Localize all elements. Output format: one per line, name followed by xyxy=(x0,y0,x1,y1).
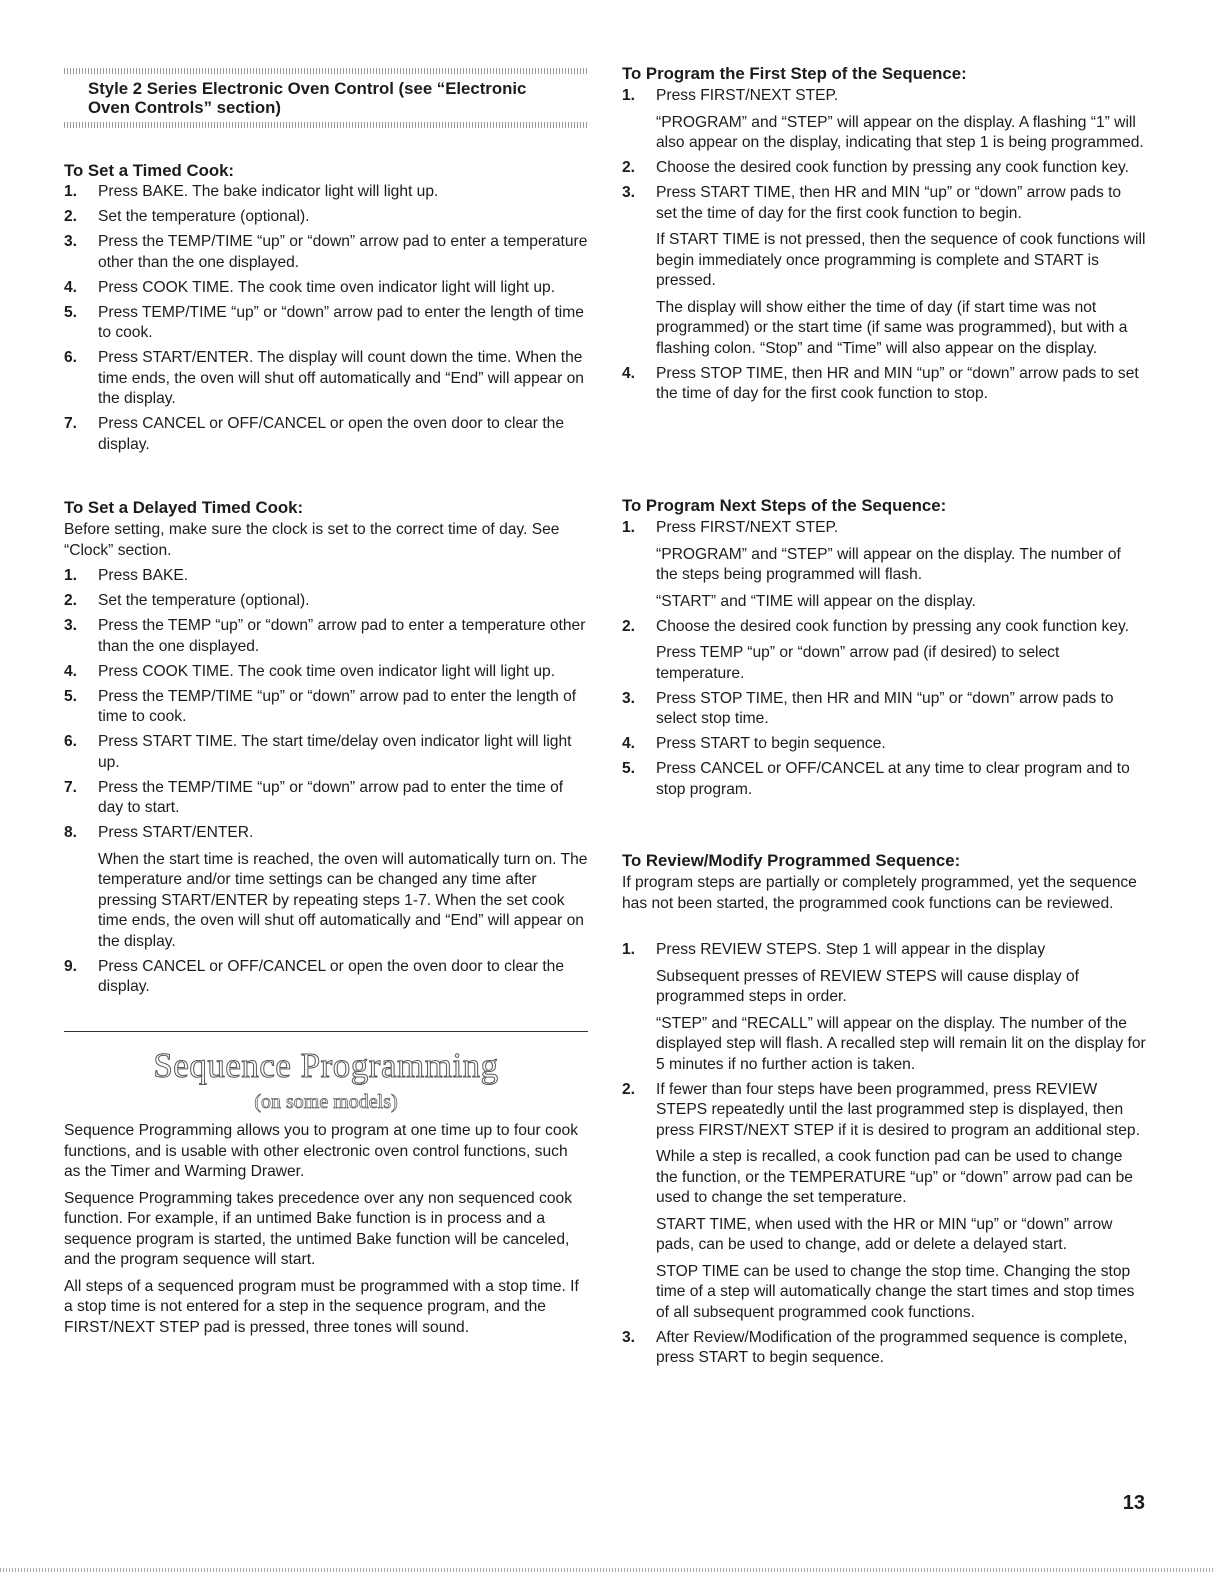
step-number: 2. xyxy=(64,592,78,609)
paragraph: Sequence Programming allows you to program at one time up to four cook functions, and is usable with other electronic oven control functions, such as the Timer and Warming Drawer. xyxy=(64,1122,578,1180)
paragraph: All steps of a sequenced program must be programmed with a stop time. If a stop time is not entered for a step in the sequence program, and the FIRST/NEXT STEP pad is pressed, three tones will sound. xyxy=(64,1277,579,1336)
step-note: If START TIME is not pressed, then the sequence of cook functions will begin immediately once programming is complete and START is pressed. xyxy=(656,231,1146,289)
step-number: 5. xyxy=(64,303,78,321)
step-note: While a step is recalled, a cook function pad can be used to change the function, or the TEMPERATURE “up” or “down” arrow pad can be used to change the set temperature. xyxy=(656,1148,1133,1206)
step-text: Set the temperature (optional). xyxy=(98,208,310,225)
timed-cook-steps xyxy=(64,182,588,460)
step-text: Press BAKE. The bake indicator light will light up. xyxy=(98,183,439,200)
step-number: 1. xyxy=(622,941,636,958)
first-step-heading: To Program the First Step of the Sequence: xyxy=(622,64,967,83)
list-item xyxy=(622,183,1146,359)
step-text: Press START/ENTER. The display will count down the time. When the time ends, the oven will shut off automatically and “End” will appear on the display. xyxy=(98,349,584,407)
step-text: Press the TEMP/TIME “up” or “down” arrow pad to enter the length of time to cook. xyxy=(98,687,577,725)
scan-edge-rule xyxy=(0,1568,1213,1572)
list-item xyxy=(64,823,588,952)
step-number: 7. xyxy=(64,778,78,796)
step-text: Press FIRST/NEXT STEP. xyxy=(656,87,839,104)
list-item xyxy=(64,414,588,455)
step-number: 6. xyxy=(64,733,78,750)
list-item xyxy=(622,1080,1146,1324)
list-item xyxy=(622,617,1146,685)
list-item xyxy=(64,232,588,273)
step-text: Press STOP TIME, then HR and MIN “up” or “down” arrow pads to set the time of day for the first cook function to stop. xyxy=(656,364,1139,402)
list-item xyxy=(64,182,588,203)
step-note: STOP TIME can be used to change the stop time. Changing the stop time of a step will automatically change the start times and stop times of all subsequent programmed cook functions. xyxy=(656,1262,1135,1321)
list-item xyxy=(622,734,1146,755)
review-intro: If program steps are partially or completely programmed, yet the sequence has not been started, the programmed cook functions can be reviewed. xyxy=(622,874,1137,912)
step-text: Choose the desired cook function by pressing any cook function key. xyxy=(656,617,1129,635)
step-text: Press the TEMP/TIME “up” or “down” arrow pad to enter the time of day to start. xyxy=(98,778,564,816)
step-text: Press START/ENTER. xyxy=(98,824,254,841)
list-item xyxy=(622,158,1146,179)
step-note: “START” and “TIME will appear on the display. xyxy=(656,592,976,610)
sequence-intro xyxy=(64,1121,588,1338)
step-number: 8. xyxy=(64,824,78,841)
list-item xyxy=(622,1328,1146,1369)
step-number: 4. xyxy=(64,662,78,680)
step-number: 4. xyxy=(622,735,636,752)
step-text: Press START to begin sequence. xyxy=(656,735,886,752)
list-item xyxy=(64,303,588,344)
step-number: 7. xyxy=(64,415,78,432)
step-text: After Review/Modification of the programmed sequence is complete, press START to begin sequence. xyxy=(656,1328,1128,1366)
list-item xyxy=(622,759,1146,800)
step-text: Press BAKE. xyxy=(98,567,189,584)
list-item xyxy=(64,566,588,587)
step-text: Press REVIEW STEPS. Step 1 will appear in the display xyxy=(656,941,1046,958)
list-item xyxy=(64,278,588,299)
step-note: “PROGRAM” and “STEP” will appear on the display. A flashing “1” will also appear on the display, indicating that step 1 is being programmed. xyxy=(656,113,1144,151)
list-item xyxy=(64,616,588,657)
list-item xyxy=(622,364,1146,405)
step-note: “STEP” and “RECALL” will appear on the display. The number of the displayed step will flash. A recalled step will remain lit on the display for 5 minutes if no further action is taken. xyxy=(656,1014,1146,1073)
list-item xyxy=(64,591,588,612)
step-note: When the start time is reached, the oven will automatically turn on. The temperature and/or time settings can be changed any time after pressing START/ENTER by repeating steps 1-7. When the set cook time ends, the oven will shut off automatically and “End” will appear on the display. xyxy=(98,850,588,950)
step-text: Press CANCEL or OFF/CANCEL at any time to clear program and to stop program. xyxy=(656,760,1130,798)
step-text: Press the TEMP/TIME “up” or “down” arrow pad to enter a temperature other than the one displayed. xyxy=(98,233,588,271)
next-steps-steps xyxy=(622,518,1146,805)
delayed-cook-heading: To Set a Delayed Timed Cook: xyxy=(64,498,304,517)
step-note: Subsequent presses of REVIEW STEPS will cause display of programmed steps in order. xyxy=(656,967,1079,1005)
step-note: Press TEMP “up” or “down” arrow pad (if desired) to select temperature. xyxy=(656,644,1060,682)
step-note: The display will show either the time of day (if start time was not programmed) or the start time (if same was programmed), but with a flashing colon. “Stop” and “Time” will also appear on the display. xyxy=(656,298,1128,357)
list-item xyxy=(64,778,588,819)
delayed-cook-intro: Before setting, make sure the clock is set to the correct time of day. See “Clock” section. xyxy=(64,521,560,559)
next-steps-heading: To Program Next Steps of the Sequence: xyxy=(622,496,947,515)
section-subtitle: (on some models) xyxy=(254,1091,398,1113)
step-number: 3. xyxy=(64,617,78,634)
step-number: 1. xyxy=(64,183,78,200)
step-text: If fewer than four steps have been programmed, press REVIEW STEPS repeatedly until the last programmed step is displayed, then press FIRST/NEXT STEP if it is desired to program an additional step. xyxy=(656,1080,1140,1139)
step-text: Choose the desired cook function by pressing any cook function key. xyxy=(656,159,1129,176)
step-number: 1. xyxy=(622,519,636,536)
review-steps xyxy=(622,940,1146,1373)
step-text: Press CANCEL or OFF/CANCEL or open the oven door to clear the display. xyxy=(98,415,564,453)
review-heading: To Review/Modify Programmed Sequence: xyxy=(622,851,961,870)
step-number: 3. xyxy=(622,689,636,707)
list-item xyxy=(622,940,1146,1075)
list-item xyxy=(64,207,588,228)
delayed-cook-steps xyxy=(64,566,588,1002)
step-number: 3. xyxy=(622,1328,636,1346)
first-step-steps xyxy=(622,86,1146,409)
step-number: 2. xyxy=(622,617,636,635)
step-text: Press START TIME. The start time/delay oven indicator light will light up. xyxy=(98,733,572,771)
list-item xyxy=(622,689,1146,730)
step-text: Press COOK TIME. The cook time oven indicator light will light up. xyxy=(98,662,556,680)
list-item xyxy=(64,662,588,683)
section-divider xyxy=(64,1031,588,1032)
step-text: Press the TEMP “up” or “down” arrow pad to enter a temperature other than the one displayed. xyxy=(98,617,586,655)
step-text: Press START TIME, then HR and MIN “up” or “down” arrow pads to set the time of day for the first cook function to begin. xyxy=(656,184,1122,222)
step-text: Set the temperature (optional). xyxy=(98,592,310,609)
list-item xyxy=(64,957,588,998)
list-item xyxy=(64,687,588,728)
step-number: 1. xyxy=(622,87,636,104)
step-number: 4. xyxy=(622,364,636,382)
step-number: 5. xyxy=(64,687,78,705)
step-text: Press COOK TIME. The cook time oven indicator light will light up. xyxy=(98,278,556,296)
list-item xyxy=(64,732,588,773)
style-heading: Style 2 Series Electronic Oven Control (see “Electronic Oven Controls” section) xyxy=(88,79,527,117)
section-title: Sequence Programming xyxy=(153,1046,499,1085)
hatch-rule-bottom xyxy=(64,122,588,128)
step-number: 2. xyxy=(622,159,636,176)
style-note-box xyxy=(64,68,588,130)
step-text: Press CANCEL or OFF/CANCEL or open the oven door to clear the display. xyxy=(98,957,564,995)
step-note: “PROGRAM” and “STEP” will appear on the display. The number of the steps being programmed will flash. xyxy=(656,545,1121,583)
step-number: 3. xyxy=(622,184,636,201)
list-item xyxy=(622,86,1146,154)
list-item xyxy=(64,348,588,410)
step-number: 5. xyxy=(622,760,636,777)
step-number: 1. xyxy=(64,567,78,584)
paragraph: Sequence Programming takes precedence over any non sequenced cook function. For example, if an untimed Bake function is in process and a sequence program is started, the untimed Bake function will be canceled, and the program sequence will start. xyxy=(64,1189,572,1268)
timed-cook-heading: To Set a Timed Cook: xyxy=(64,161,235,180)
step-number: 9. xyxy=(64,957,78,975)
list-item xyxy=(622,518,1146,612)
step-text: Press TEMP/TIME “up” or “down” arrow pad to enter the length of time to cook. xyxy=(98,303,584,341)
step-text: Press STOP TIME, then HR and MIN “up” or “down” arrow pads to select stop time. xyxy=(656,689,1114,727)
step-note: START TIME, when used with the HR or MIN “up” or “down” arrow pads, can be used to change, add or delete a delayed start. xyxy=(656,1215,1113,1253)
page-number: 13 xyxy=(1122,1492,1145,1514)
step-number: 2. xyxy=(622,1080,636,1098)
step-number: 6. xyxy=(64,349,78,366)
step-text: Press FIRST/NEXT STEP. xyxy=(656,519,839,536)
step-number: 4. xyxy=(64,278,78,296)
step-number: 3. xyxy=(64,233,78,250)
step-number: 2. xyxy=(64,208,78,225)
